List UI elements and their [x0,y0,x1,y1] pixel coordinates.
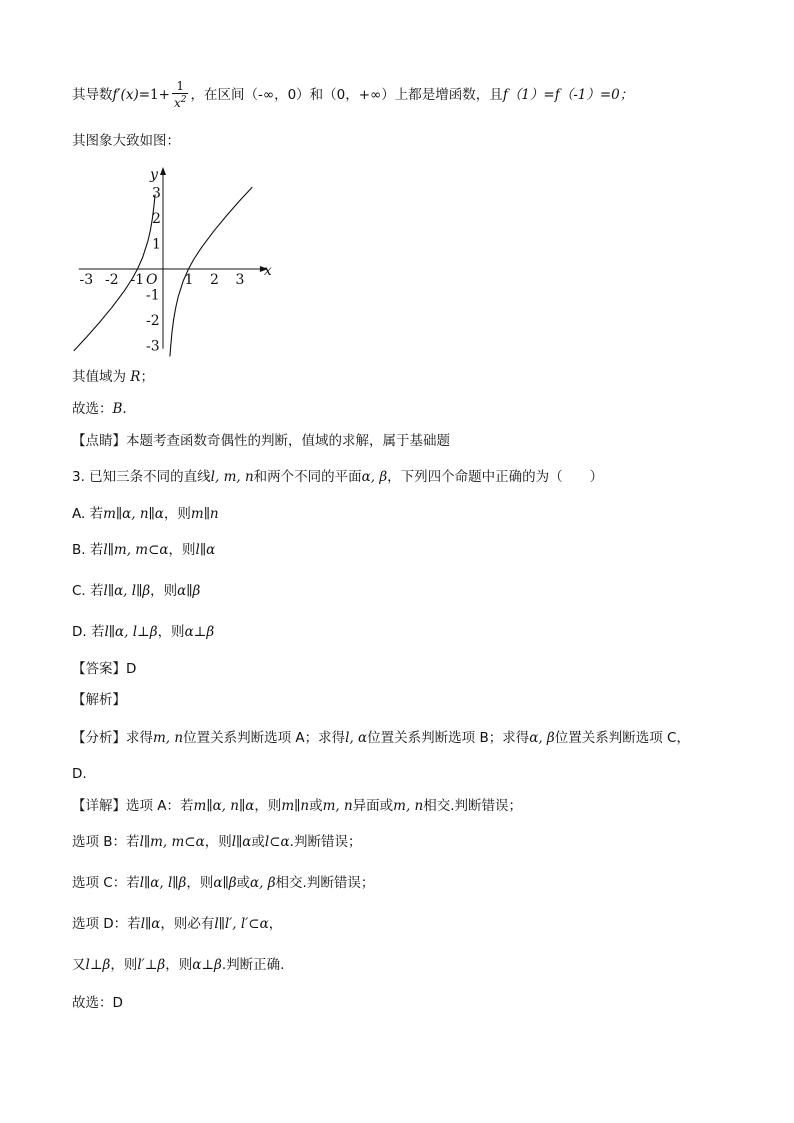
math: α, β [529,730,555,746]
text: ，则 [168,542,196,558]
x-axis-label: x [263,263,272,279]
text: 选项 C：若 [72,875,140,891]
math: α, β [250,875,276,891]
text: 位置关系判断选项 B；求得 [367,730,530,746]
math: l∥α [195,542,216,558]
text: ，则 [110,957,138,973]
text: ，则 [157,624,185,640]
text: 位置关系判断选项 C， [554,730,690,746]
y-tick-label: 2 [152,211,161,227]
y-axis-arrow [160,167,166,175]
y-tick-label: -3 [146,338,160,355]
text: ，则 [165,957,193,973]
math: α⊥β [192,957,222,973]
text: ，则 [204,834,232,850]
math: x [173,96,181,110]
math: l, α [345,730,368,746]
option-d [72,622,214,642]
x-tick-label: 1 [184,272,194,288]
text: B. 若 [72,542,104,558]
text: .判断错误； [289,834,362,850]
text: 相交.判断错误； [423,798,523,814]
math: l∥α [140,916,161,932]
text: ，下列四个命题中正确的为（ ） [387,469,604,485]
detail-line-d [72,914,282,934]
x-tick-label: 3 [235,272,245,288]
option-b [72,540,215,560]
y-tick-label: 3 [152,185,161,202]
math: m, n [153,730,184,746]
text: 又 [72,957,86,973]
text: 选项 D：若 [72,916,141,932]
text: ，则必有 [160,916,215,932]
text: 3. 已知三条不同的直线 [72,469,211,485]
option-c [72,581,200,601]
y-tick-label: -2 [146,313,160,329]
math: f′(x) [112,87,139,103]
text: 【分析】求得 [72,730,153,746]
math: α⊥β [184,624,215,640]
math: =1+ [138,87,170,103]
detail-line-e [72,955,284,975]
math: α∥β [177,583,201,599]
math: m∥n [281,798,310,814]
function-graph [70,162,270,357]
detail-line-b [72,832,361,852]
detail-line-c [72,873,374,893]
text: 故选： [72,401,113,417]
text: ，则 [186,875,214,891]
derivative-line [72,80,633,110]
math: l⊥β [85,957,111,973]
x-tick-label: -1 [130,272,145,288]
x-tick-label: -3 [79,272,94,288]
text: ，在区间（-∞，0）和（0，+∞）上都是增函数，且 [190,87,503,103]
math: α∥β [213,875,237,891]
text: .判断正确. [221,957,285,973]
text: ，则 [254,798,282,814]
graph-intro: 其图象大致如图： [72,133,180,149]
detail-line-a [72,796,522,816]
y-axis-label: y [150,167,158,183]
text: C. 若 [72,583,104,599]
origin-label: O [146,272,158,288]
question-3 [72,467,603,487]
text: 其导数 [72,87,113,103]
math: l′⊥β [137,957,166,973]
text: 或 [236,875,251,891]
math: l∥l′, l′⊂α [214,916,269,932]
text: ； [140,369,154,385]
math: B. [112,401,127,417]
fraction-numerator: 1 [172,80,189,94]
text: 异面或 [352,798,394,814]
text: D. 若 [72,624,105,640]
fenxi-line [72,728,690,748]
math: l∥α, l∥β [103,583,151,599]
math: f（1）=f（-1）=0； [502,87,634,103]
text: ， [268,916,283,932]
text: A. 若 [72,506,104,522]
option-a [72,504,219,524]
math: α, β [361,469,388,485]
math: R [130,369,141,385]
text: 【详解】选项 A：若 [72,798,194,814]
math: m, n [322,798,353,814]
math: l⊂α [264,834,290,850]
y-tick-label: -1 [146,287,160,304]
text: 或 [251,834,265,850]
y-tick-label: 1 [152,236,161,253]
fraction-denominator [172,94,189,110]
answer-line: 【答案】D [72,661,137,677]
analysis-heading: 【解析】 [72,692,126,708]
text: 相交.判断错误； [275,875,375,891]
fenxi-line-cont: D. [72,766,87,782]
math: m∥n [190,506,219,522]
math: l∥α, l∥β [139,875,187,891]
text: 其值域为 [72,369,131,385]
x-tick-label: 2 [210,272,219,288]
final-choice: 故选：D [72,995,123,1011]
text: 或 [309,798,323,814]
text: 位置关系判断选项 A；求得 [183,730,346,746]
choice-line [72,399,127,419]
exponent: 2 [180,95,187,105]
math: m, n [393,798,424,814]
range-line [72,367,154,387]
text: 选项 B：若 [72,834,140,850]
text: ，则 [150,583,178,599]
math: l, m, n [210,469,254,485]
math: l∥m, m⊂α [103,542,169,558]
math: l∥m, m⊂α [139,834,205,850]
fraction [172,80,189,110]
math: l∥α, l⊥β [104,624,158,640]
text: 和两个不同的平面 [253,469,362,485]
comment-line: 【点睛】本题考查函数奇偶性的判断，值域的求解，属于基础题 [72,433,450,449]
math: l∥α [231,834,252,850]
math: m∥α, n∥α [193,798,255,814]
text: ，则 [163,506,191,522]
x-tick-label: -2 [105,272,119,288]
math: m∥α, n∥α [103,506,164,522]
